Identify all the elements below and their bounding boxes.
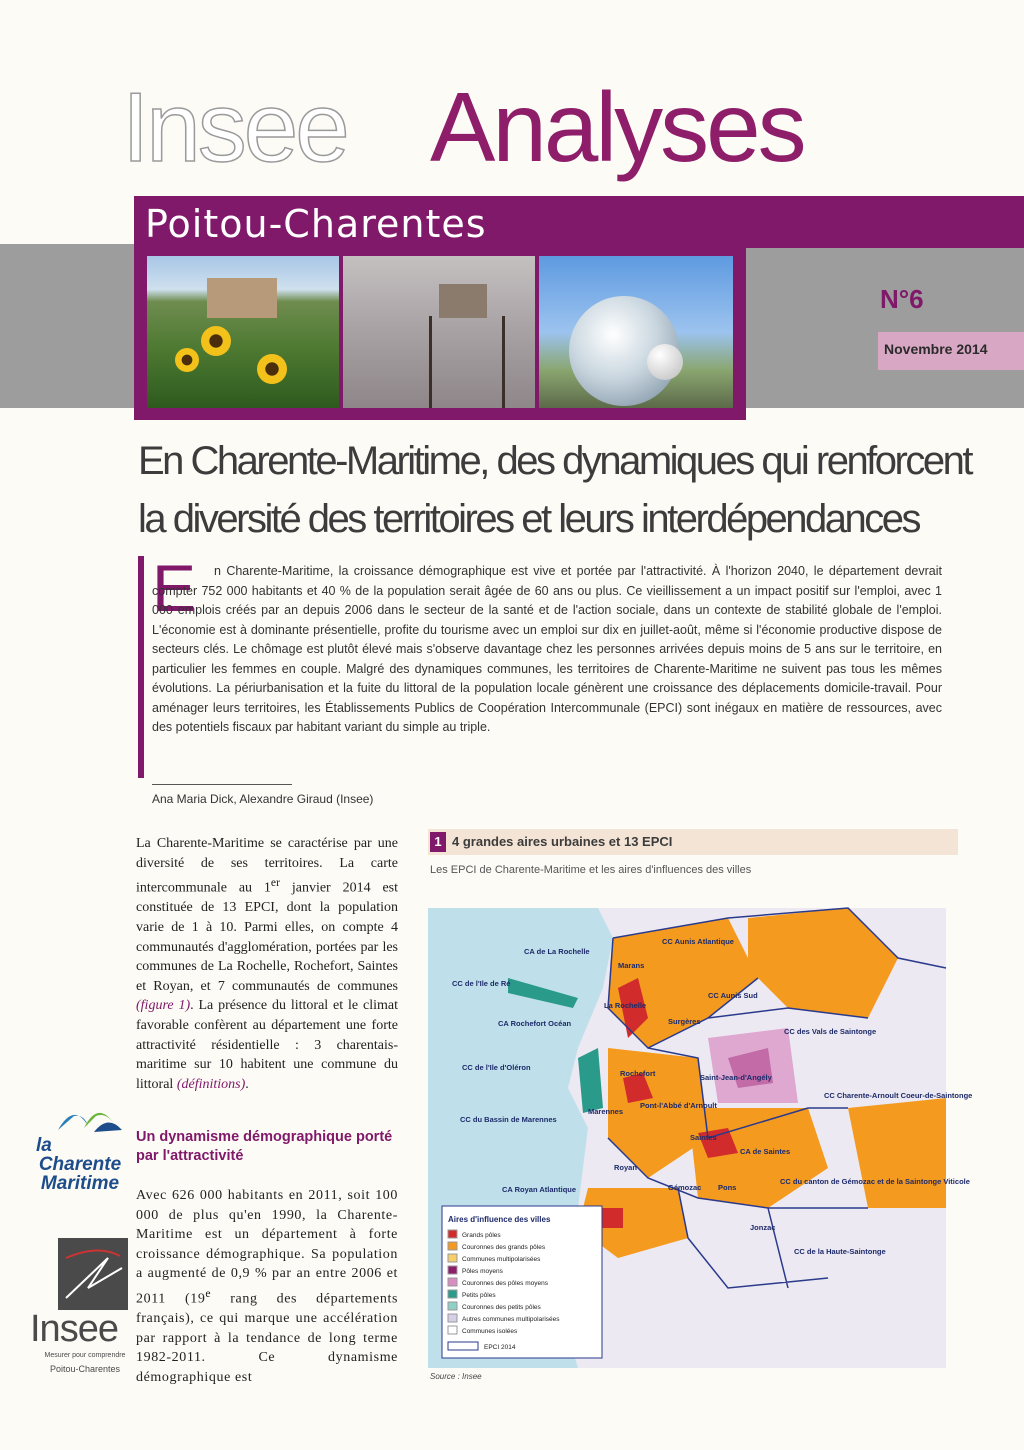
legend-swatch	[448, 1278, 457, 1286]
body-text: rang des départements français), ce qui marque une accélération par rapport à la tendance de long terme 1982-2011. Ce dynamisme démographique est	[136, 1291, 398, 1385]
legend-swatch	[448, 1290, 457, 1298]
map-label: Royan	[614, 1163, 637, 1172]
cm-logo-line-2: Charente	[38, 1154, 122, 1175]
legend-swatch	[448, 1230, 457, 1238]
legend-label: Autres communes multipolarisées	[462, 1316, 560, 1323]
birds-icon	[54, 1100, 124, 1136]
map-label: La Rochelle	[604, 1001, 647, 1010]
legend-label: Communes multipolarisées	[462, 1256, 541, 1263]
map-label: Marennes	[588, 1107, 624, 1116]
map-label: CA de La Rochelle	[524, 947, 590, 956]
title-line-2: la diversité des territoires et leurs interdépendances	[138, 497, 920, 541]
map-label: CA Rochefort Océan	[498, 1019, 572, 1028]
stilts-shape	[429, 316, 505, 408]
map-label: CC du Bassin de Marennes	[460, 1115, 557, 1124]
lead-text: n Charente-Maritime, la croissance démographique est vive et portée par l'attractivité. À l'horizon 2040, le département devrait compter 752 000 habitants et 40 % de la population serait âgée de 60 ans ou plus. Ce vieillissement a un impact positif sur l'emploi, avec 1 000 emplois créés par an depuis 2006 dans le secteur de la santé et de l'action sociale, dans un contexte de stabilité globale de l'emploi. L'économie est à dominante présentielle, profite du tourisme avec un emploi sur dix en juillet-août, même si l'économie productive dispose de secteurs clés. Le chômage est plutôt élevé mais s'observe davantage chez les personnes arrivées depuis moins de 5 ans sur le territoire, en particulier les femmes en couple. Malgré des dynamiques communes, les territoires de Charente-Maritime ne suivent pas tous les mêmes évolutions. La périurbanisation et la fuite du littoral de la population locale génèrent une croissance des déplacements domicile-travail. Pour aménager leurs territoires, les Établissements Publics de Coopération Intercommunale (EPCI) sont inégaux en matière de ressources, avec des potentiels fiscaux par habitant variant du simple au triple.	[152, 564, 942, 734]
body-paragraph-1	[136, 834, 398, 1094]
legend-epci-label: EPCI 2014	[484, 1344, 516, 1351]
brand-insee: Insee	[122, 72, 347, 182]
legend-label: Pôles moyens	[462, 1268, 503, 1275]
epci-map	[428, 908, 973, 1368]
figure-number: 1	[430, 832, 446, 852]
legend-label: Couronnes des petits pôles	[462, 1304, 541, 1311]
figure-link[interactable]: (figure 1)	[136, 998, 191, 1014]
issue-date: Novembre 2014	[884, 341, 988, 357]
region-name: Poitou-Charentes	[145, 202, 487, 246]
legend-swatch	[448, 1254, 457, 1262]
author-separator	[152, 784, 292, 785]
insee-logo-word: Insee	[30, 1308, 118, 1350]
legend-swatch	[448, 1314, 457, 1322]
legend-label: Couronnes des grands pôles	[462, 1244, 546, 1251]
map-label: CA Royan Atlantique	[502, 1185, 577, 1194]
map-label: Pont-l'Abbé d'Arnoult	[640, 1101, 717, 1110]
body-text: . La présence du littoral et le climat favorable confèrent au département une forte attractivité résidentielle : 3 charentais-maritime sur 10 habitent une commune du littoral	[136, 998, 398, 1092]
body-text: Avec 626 000 habitants en 2011, soit 100 000 de plus qu'en 1990, la Charente-Maritime est un département à forte croissance démographique. Sa population a augmenté de 0,9 % par an entre 2006 et 2011 (19	[136, 1188, 398, 1307]
lead-paragraph	[152, 562, 942, 738]
brand-analyses: Analyses	[430, 72, 804, 182]
photo-fishing-hut	[343, 256, 535, 408]
legend-title: Aires d'influence des villes	[448, 1215, 551, 1224]
body-text: .	[245, 1076, 249, 1092]
map-label: Marans	[618, 961, 645, 970]
insee-logo-tagline: Mesurer pour comprendre	[44, 1352, 126, 1359]
legend-label: Grands pôles	[462, 1232, 501, 1239]
authors: Ana Maria Dick, Alexandre Giraud (Insee)	[152, 792, 374, 806]
figure-subtitle: Les EPCI de Charente-Maritime et les aires d'influences des villes	[430, 864, 752, 876]
definitions-link[interactable]: (définitions)	[176, 1076, 246, 1092]
legend-swatch	[448, 1326, 457, 1334]
issue-number: N°6	[880, 284, 924, 314]
map-label: CC de la Haute-Saintonge	[794, 1247, 886, 1256]
map-label: CA de Saintes	[740, 1147, 791, 1156]
map-label: Rochefort	[620, 1069, 656, 1078]
sunflower-shape	[175, 348, 199, 372]
map-legend	[442, 1206, 602, 1358]
church-shape	[207, 278, 277, 318]
sunflower-shape	[201, 326, 231, 356]
masthead-gray-block	[746, 332, 878, 408]
cm-logo-line-1: la	[36, 1135, 52, 1156]
zone-crown-stjean	[708, 1028, 798, 1103]
article-title	[138, 432, 988, 548]
map-label: Gémozac	[668, 1183, 702, 1192]
legend-swatch	[448, 1242, 457, 1250]
map-label: Surgères	[668, 1017, 701, 1026]
map-label: Saintes	[690, 1133, 717, 1142]
map-label: Jonzac	[750, 1223, 776, 1232]
legend-label: Petits pôles	[462, 1292, 496, 1299]
map-label: CC des Vals de Saintonge	[784, 1027, 877, 1036]
cm-logo-line-3: Maritime	[40, 1173, 120, 1194]
legend-label: Communes isolées	[462, 1328, 518, 1335]
charente-maritime-logo	[32, 1100, 128, 1193]
map-label: Saint-Jean-d'Angély	[700, 1073, 772, 1082]
map-label: CC de l'Ile d'Oléron	[462, 1063, 531, 1072]
figure-source: Source : Insee	[430, 1372, 482, 1381]
map-label: CC Aunis Atlantique	[662, 937, 734, 946]
insee-mark-icon	[58, 1238, 128, 1310]
body-text: La Charente-Maritime se caractérise par une diversité de ses territoires. La carte intercommunale au 1	[136, 836, 398, 896]
map-label: Pons	[718, 1183, 737, 1192]
legend-label: Couronnes des pôles moyens	[462, 1280, 548, 1287]
map-label: CC Aunis Sud	[708, 991, 758, 1000]
legend-swatch	[448, 1302, 457, 1310]
ball-shape	[647, 344, 683, 380]
hut-shape	[439, 284, 487, 318]
figure-title: 4 grandes aires urbaines et 13 EPCI	[452, 834, 673, 849]
legend-swatch	[448, 1266, 457, 1274]
photo-futuroscope	[539, 256, 733, 408]
lead-accent-bar	[138, 556, 144, 778]
title-line-1: En Charente-Maritime, des dynamiques qui renforcent	[138, 439, 971, 483]
map-label: CC Charente-Arnoult Coeur-de-Saintonge	[824, 1091, 973, 1100]
insee-logo-region: Poitou-Charentes	[49, 1364, 121, 1374]
body-sup: er	[270, 876, 280, 890]
lead-dropcap: E	[152, 551, 197, 625]
body-sup: e	[205, 1286, 212, 1300]
sunflower-shape	[257, 354, 287, 384]
body-paragraph-2	[136, 1186, 398, 1388]
insee-logo	[30, 1236, 130, 1386]
map-label: CC du canton de Gémozac et de la Saintonge Viticole	[780, 1177, 970, 1186]
section-heading: Un dynamisme démographique porté par l'attractivité	[136, 1129, 393, 1164]
photo-sunflowers	[147, 256, 339, 408]
body-text: janvier 2014 est constituée de 13 EPCI, dont la population varie de 1 à 10. Parmi elles, on compte 4 communautés d'agglomération, portées par les communes de La Rochelle, Rochefort, Saintes et Royan, et 7 communautés de communes	[136, 880, 399, 994]
map-label: CC de l'Ile de Ré	[452, 979, 511, 988]
